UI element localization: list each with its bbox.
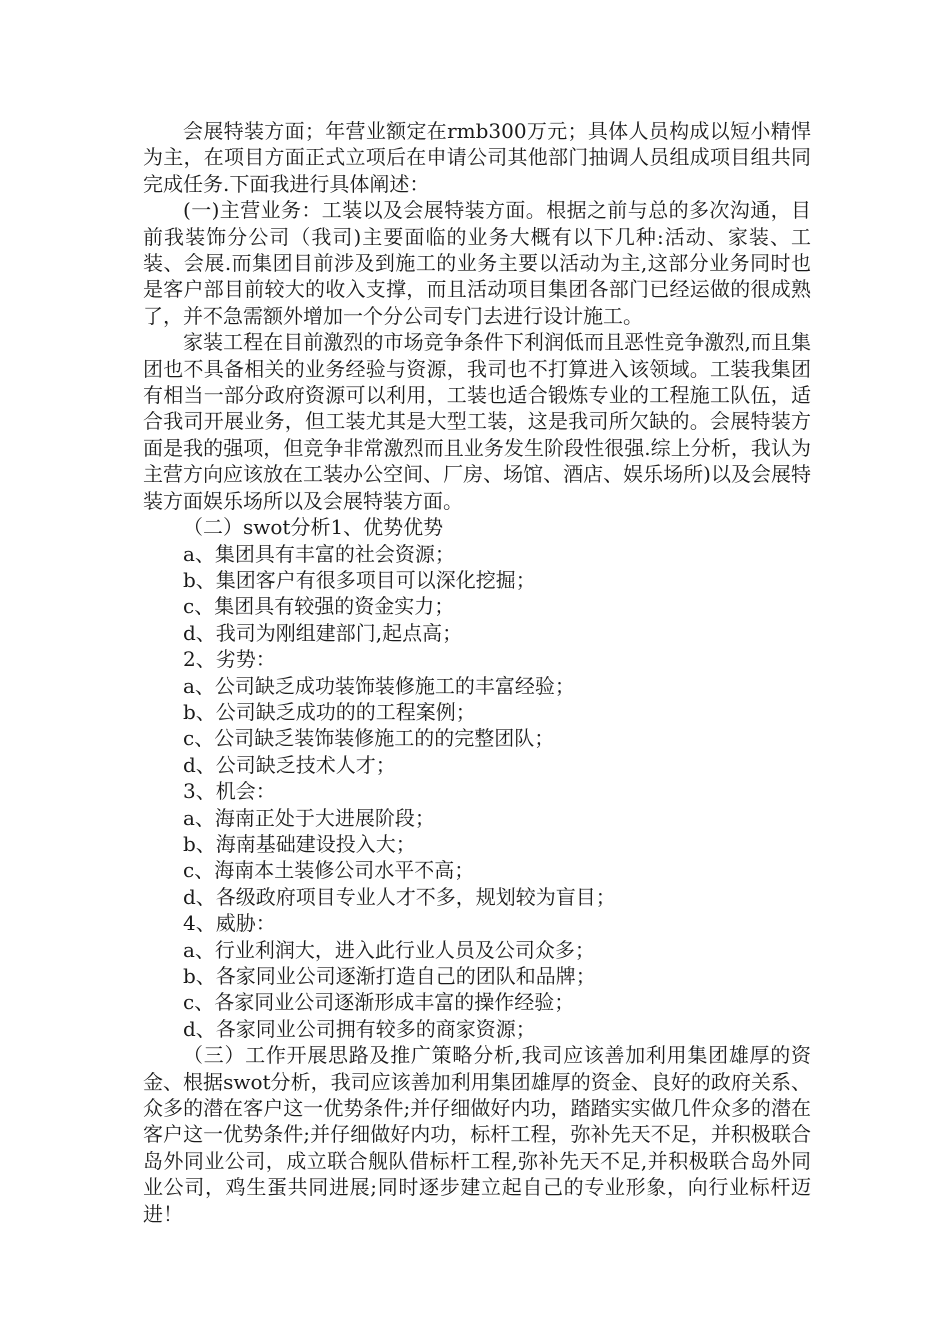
list-item: c、集团具有较强的资金实力； xyxy=(183,594,455,619)
list-item: a、公司缺乏成功装饰装修施工的丰富经验； xyxy=(183,673,575,698)
list-item: d、公司缺乏技术人才； xyxy=(183,752,396,777)
list-item: d、各家同业公司拥有较多的商家资源； xyxy=(183,1016,536,1041)
weakness-heading: 2、劣势： xyxy=(183,647,276,672)
document-body xyxy=(143,118,811,1227)
list-item: a、行业利润大，进入此行业人员及公司众多； xyxy=(183,937,595,962)
list-item: d、各级政府项目专业人才不多，规划较为盲目； xyxy=(183,884,616,909)
swot-heading: （二）swot分析1、优势优势 xyxy=(183,515,444,540)
list-item: b、海南基础建设投入大； xyxy=(183,831,416,856)
list-item: c、公司缺乏装饰装修施工的的完整团队； xyxy=(183,726,555,751)
list-item: c、各家同业公司逐渐形成丰富的操作经验； xyxy=(183,990,575,1015)
list-item: b、集团客户有很多项目可以深化挖掘； xyxy=(183,567,536,592)
list-item: d、我司为刚组建部门,起点高； xyxy=(183,620,463,645)
paragraph-intro: 会展特装方面；年营业额定在rmb300万元；具体人员构成以短小精悍为主，在项目方面正式立项后在申请公司其他部门抽调人员组成项目组共同完成任务.下面我进行具体阐述： xyxy=(143,119,811,196)
list-item: c、海南本土装修公司水平不高； xyxy=(183,858,475,883)
paragraph-strategy: （三）工作开展思路及推广策略分析,我司应该善加利用集团雄厚的资金、根据swot分析，我司应该善加利用集团雄厚的资金、良好的政府关系、众多的潜在客户这一优势条件;并仔细做好内功，踏踏实实做几件众多的潜在客户这一优势条件;并仔细做好内功，标杆工程，弥补先天不足，并积极联合岛外同业公司，成立联合舰队借标杆工程,弥补先天不足,并积极联合岛外同业公司，鸡生蛋共同进展;同时逐步建立起自己的专业形象，向行业标杆迈进！ xyxy=(143,1043,811,1226)
list-item: a、集团具有丰富的社会资源； xyxy=(183,541,455,566)
paragraph-main-business: (一)主营业务：工装以及会展特装方面。根据之前与总的多次沟通，目前我装饰分公司（我司)主要面临的业务大概有以下几种:活动、家装、工装、会展.而集团目前涉及到施工的业务主要以活动为主,这部分业务同时也是客户部目前较大的收入支撑，而且活动项目集团各部门已经运做的很成熟了，并不急需额外增加一个分公司专门去进行设计施工。 xyxy=(143,198,811,328)
list-item: b、公司缺乏成功的的工程案例； xyxy=(183,699,476,724)
paragraph-market-analysis: 家装工程在目前激烈的市场竞争条件下利润低而且恶性竞争激烈,而且集团也不具备相关的业务经验与资源，我司也不打算进入该领域。工装我集团有相当一部分政府资源可以利用，工装也适合锻炼专业的工程施工队伍，适合我司开展业务，但工装尤其是大型工装，这是我司所欠缺的。会展特装方面是我的强项，但竞争非常激烈而且业务发生阶段性很强.综上分析，我认为主营方向应该放在工装办公空间、厂房、场馆、酒店、娱乐场所)以及会展特装方面娱乐场所以及会展特装方面。 xyxy=(143,330,811,513)
list-item: a、海南正处于大进展阶段； xyxy=(183,805,435,830)
threat-heading: 4、威胁： xyxy=(183,911,276,936)
list-item: b、各家同业公司逐渐打造自己的团队和品牌； xyxy=(183,964,596,988)
opportunity-heading: 3、机会： xyxy=(183,779,276,804)
